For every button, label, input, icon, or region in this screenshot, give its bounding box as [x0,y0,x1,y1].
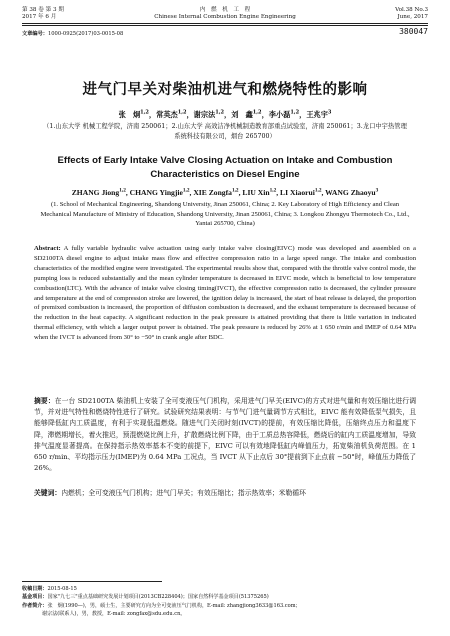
keywords-cn-label: 关键词： [34,489,62,497]
author-affiliation-mark: 1,2 [215,109,225,116]
affiliation-cn: （1.山东大学 机械工程学院，济南 250061；2.山东大学 高效洁净机械制造教育部重点试验室，济南 250061；3.龙口中宇热管理系统科技有限公司，烟台 265700） [43,123,407,140]
footnote-label: 作者简介： [22,602,48,609]
abstract-cn [34,396,416,474]
footnote-text: 国家"九七三"重点基础研究发展计划项目(2013CB228404)；国家自然科学基金项目(51375265) [47,594,269,601]
journal-name-cn: 内 燃 机 工 程 [199,7,251,13]
footnote-corresponding [22,610,428,618]
header-volume [395,7,428,21]
title-en: Effects of Early Intake Valve Closing Actuation on Intake and Combustion Characteristics on Diesel Engine [57,155,393,180]
footnotes [22,585,428,619]
footnote-text: 谢宗法(联系人)，男，教授，E-mail: zongfax@sdu.edu.cn。 [42,611,186,618]
author-name: ZHANG Jiong [71,188,120,197]
journal-name-en: Chinese Internal Combustion Engine Engineering [154,14,296,20]
authors-cn: 张 炯$^{1,2}$，常英杰$^{1,2}$，谢宗法$^{1,2}$，刘 鑫$^{1,2}$，李小磊$^{1,2}$，王兆宇$^3$ [118,109,332,119]
footnote-text: 2015-08-15 [47,586,77,592]
header-volume-en: Vol.38 No.3 [395,7,428,13]
footnote-author-bio [22,602,428,610]
footnote-rule [22,581,162,582]
author-name: 张 炯 [118,110,141,119]
abstract-cn-label: 摘要： [34,397,55,405]
header-volume-cn: 第 38 卷 第 3 期 [22,7,64,13]
abstract-en [34,244,416,343]
author-name: XIE Zongfa [193,188,232,197]
article-number-value: 1000-0925(2017)03-0015-08 [47,31,124,37]
author-affiliation-mark: 1,2 [290,109,300,116]
author-name: 王兆宇 [306,110,328,119]
header-date-cn: 2017 年 6 月 [22,14,57,20]
author-affiliation-mark: 1,2 [119,187,126,194]
header-rule-thin [22,25,428,26]
author-affiliation-mark: 1,2 [269,187,277,194]
author-name: WANG Zhaoyu [325,188,376,197]
article-number-label: 文章编号： [22,31,48,37]
footnote-text: 张 炯(1990—)，男，硕士生，主要研究方向为全可变液压气门机构，E-mail: zhangjiong3633@163.com； [47,602,301,609]
footnote-label: 收稿日期： [22,586,48,592]
keywords-cn [34,488,416,498]
footnote-received [22,585,428,593]
header-journal [22,7,428,21]
abstract-en-label: Abstract: [34,245,61,252]
author-affiliation-mark: 3 [375,187,379,194]
author-name: 刘 鑫 [231,110,253,119]
author-name: 谢宗法 [193,110,216,119]
author-affiliation-mark: 1,2 [177,109,187,116]
author-affiliation-mark: 1,2 [252,109,262,116]
title-cn: 进气门早关对柴油机进气和燃烧特性的影响 [82,82,368,98]
author-affiliation-mark: 1,2 [182,187,190,194]
affiliation-en: (1. School of Mechanical Engineering, Shandong University, Jinan 250061, China; 2. Key Laboratory of High Efficiency and Clean Mechanical Manufacture of Ministry of Education, Shandong University, Jinan 250061, China; 3. Longkou Zhongyu Thermotech Co., Ltd., Yantai 265700, China) [40,201,410,227]
author-name: 常英杰 [156,110,178,119]
author-affiliation-mark: 1,2 [140,109,149,116]
author-name: CHANG Yingjie [129,188,183,197]
abstract-en-text: A fully variable hydraulic valve actuation using early intake valve closing(EIVC) mode was developed and assembled on a SD2100TA diesel engine to adjust intake mass flow and effective compression ratio in a large speed range. The intake and combustion characteristics of the modified engine were investigated. The experimental results show that, compared with the throttle valve control mode, the pumping loss is reduced substantially and the mean cylinder temperature is decreased in EIVC mode, which is beneficial to low temperature combustion(LTC). With the advance of intake valve closing timing(IVCT), the effective compression ratio is decreased, the cylinder pressure and temperature at the end of compression stroke are lowered, the ignition delay is increased, the start of heat release is delayed, the proportion of premixed combustion is increased, the proportion of diffusion combustion is decreased, and the exhaust temperature is decreased because of the reduction in the heat capacity. A significant reduction in the peak pressure is attained providing that there is little variation in indicated thermal efficiency, with which a larger output power is obtained. The peak pressure is reduced by 26% at 1 650 r/min and IMEP of 0.64 MPa when the IVCT is advanced from 30° to −50° in crank angle after BDC. [34,245,416,342]
keywords-cn-text: 内燃机；全可变液压气门机构；进气门早关；有效压缩比；指示热效率；米勒循环 [61,489,306,497]
barcode-number: 380047 [399,27,428,36]
footnote-funding [22,593,428,601]
author-name: LI Xiaorui [280,188,315,197]
author-name: LIU Xin [242,188,270,197]
header-rule-thick [22,23,428,24]
authors-en: ZHANG Jiong$^{1,2}$, CHANG Yingjie$^{1,2}$, XIE Zongfa$^{1,2}$, LIU Xin$^{1,2}$, LI Xiaorui$^{1,2}$, WANG Zhaoyu$^3$ [71,187,379,197]
author-affiliation-mark: 1,2 [314,187,322,194]
article-number [22,30,123,37]
author-name: 李小磊 [268,110,291,119]
header-date-en: June, 2017 [397,14,428,20]
author-affiliation-mark: 1,2 [231,187,239,194]
author-affiliation-mark: 3 [327,109,332,116]
footnote-label: 基金项目： [22,594,48,601]
abstract-cn-text: 在一台 SD2100TA 柴油机上安装了全可变液压气门机构，采用进气门早关(EIVC)的方式对进气量和有效压缩比进行调节，并对进气特性和燃烧特性进行了研究。试验研究结果表明：与节气门进气量调节方式相比，EIVC 能有效降低泵气损失，且能够降低缸内工质温度，有利于实现低温燃烧。随进气门关闭时刻(IVCT)的提前，有效压缩比降低，压缩终点压力和温度下降，滞燃期增长，着火推迟，预混燃烧比例上升，扩散燃烧比例下降，由于工质总热容降低，燃烧后的缸内工质温度增加，导致排气温度显著提高。在保持指示热效率基本不变的前提下，EIVC 可以有效地降低缸内峰值压力，拓宽柴油机负荷范围。在 1 650 r/min、平均指示压力(IMEP)为 0.64 MPa 工况点，当 IVCT 从下止点后 30°提前到下止点前 −50°时，峰值压力降低了 26%。 [34,397,416,473]
